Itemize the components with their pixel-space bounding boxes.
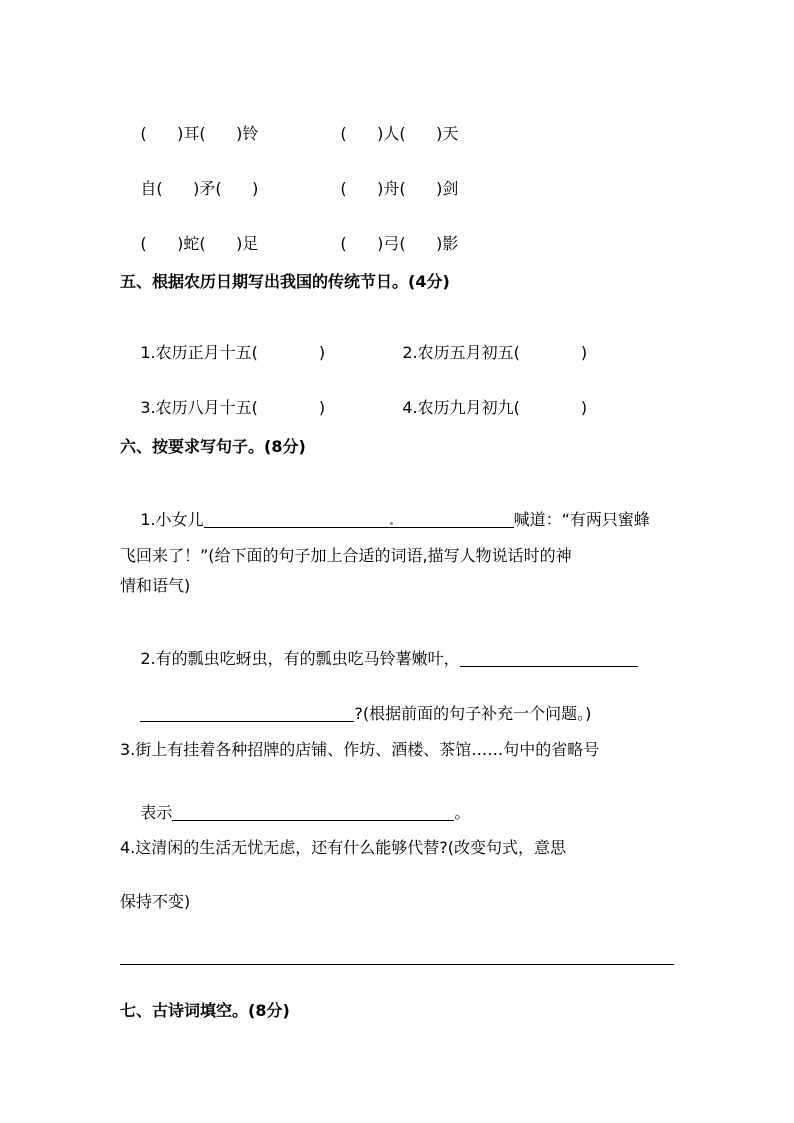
sentence-q3-line2: [120, 787, 470, 837]
stray-dot: [390, 522, 393, 525]
sentence-q2-line2: [120, 688, 591, 738]
answer-blank-q3[interactable]: [172, 803, 454, 821]
answer-line-q4[interactable]: [120, 964, 674, 965]
sentence-q1-line1: [120, 494, 650, 544]
festival-question-2: 2.农历五月初五( ): [402, 343, 588, 362]
idiom-6: ( )弓( )影: [340, 234, 459, 253]
idiom-row-3: [120, 220, 458, 268]
sentence-q1-prefix: 1.小女儿: [140, 510, 204, 529]
idiom-3: 自( )矛( ): [140, 179, 259, 198]
sentence-q2-suffix: ?(根据前面的句子补充一个问题。): [354, 704, 592, 723]
idiom-row-2: [120, 165, 458, 213]
sentence-q2-line1: [120, 633, 638, 683]
sentence-q3-prefix: 表示: [140, 803, 173, 822]
idiom-4: ( )舟( )剑: [340, 179, 459, 198]
answer-blank-q2b[interactable]: [140, 704, 354, 722]
sentence-q1-line2: 飞回来了！”(给下面的句子加上合适的词语,描写人物说话时的神: [120, 546, 572, 565]
section5-row-2: [120, 384, 587, 432]
sentence-q1-line3: 情和语气): [120, 576, 191, 595]
festival-question-3: 3.农历八月十五( ): [140, 398, 326, 417]
sentence-q1-suffix: 喊道：“有两只蜜蜂: [513, 510, 650, 529]
festival-question-4: 4.农历九月初九( ): [402, 398, 588, 417]
idiom-row-1: [120, 110, 458, 158]
sentence-q4-line1: 4.这清闲的生活无忧无虑，还有什么能够代替?(改变句式，意思: [120, 838, 567, 857]
sentence-q4-line2: 保持不变): [120, 892, 191, 911]
section6-heading: 六、按要求写句子。(8分): [120, 437, 306, 456]
sentence-q3-line1: 3.街上有挂着各种招牌的店铺、作坊、酒楼、茶馆……句中的省略号: [120, 740, 600, 759]
section5-row-1: [120, 329, 587, 377]
idiom-2: ( )人( )天: [340, 124, 459, 143]
festival-question-1: 1.农历正月十五( ): [140, 343, 326, 362]
idiom-1: ( )耳( )铃: [140, 124, 259, 143]
sentence-q3-suffix: 。: [454, 803, 471, 822]
sentence-q2-text: 2.有的瓢虫吃蚜虫，有的瓢虫吃马铃薯嫩叶，: [140, 649, 460, 668]
section5-heading: 五、根据农历日期写出我国的传统节日。(4分): [120, 272, 450, 291]
section7-heading: 七、古诗词填空。(8分): [120, 1001, 290, 1020]
idiom-5: ( )蛇( )足: [140, 234, 259, 253]
answer-blank-q1[interactable]: [204, 510, 514, 528]
answer-blank-q2a[interactable]: [460, 649, 638, 667]
